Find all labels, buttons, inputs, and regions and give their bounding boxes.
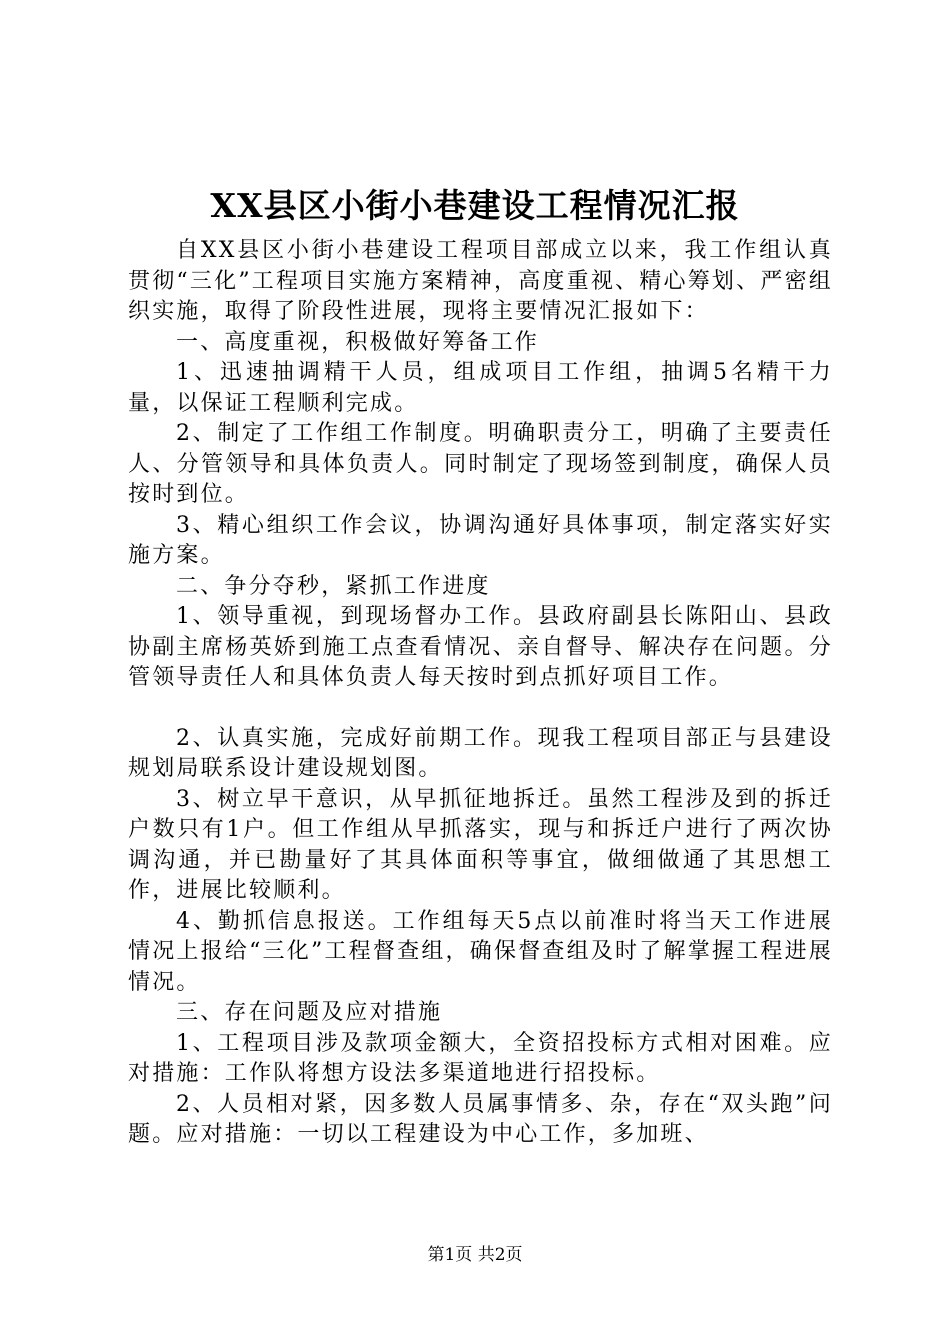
paragraph-1-1: 1、迅速抽调精干人员，组成项目工作组，抽调5名精干力量，以保证工程顺利完成。: [128, 360, 833, 416]
section-heading-3: 三、存在问题及应对措施: [176, 1000, 443, 1025]
paragraph-1-3: 3、精心组织工作会议，协调沟通好具体事项，制定落实好实施方案。: [128, 512, 833, 568]
paragraph-2-1: 1、领导重视，到现场督办工作。县政府副县长陈阳山、县政协副主席杨英娇到施工点查看情况、亲自督导、解决存在问题。分管领导责任人和具体负责人每天按时到点抓好项目工作。: [128, 604, 833, 690]
paragraph-2-2: 2、认真实施，完成好前期工作。现我工程项目部正与县建设规划局联系设计建设规划图。: [128, 725, 833, 781]
paragraph-2-3: 3、树立早干意识，从早抓征地拆迁。虽然工程涉及到的拆迁户数只有1户。但工作组从早抓落实，现与和拆迁户进行了两次协调沟通，并已勘量好了其具体面积等事宜，做细做通了其思想工作，进展比较顺利。: [128, 786, 833, 903]
paragraph-2-4: 4、勤抓信息报送。工作组每天5点以前准时将当天工作进展情况上报给“三化”工程督查组，确保督查组及时了解掌握工程进展情况。: [128, 908, 833, 995]
section-heading-2: 二、争分夺秒，紧抓工作进度: [176, 573, 491, 599]
document-title: XX县区小街小巷建设工程情况汇报: [210, 186, 740, 225]
section-heading-1: 一、高度重视，积极做好筹备工作: [176, 329, 540, 355]
paragraph-1-2: 2、制定了工作组工作制度。明确职责分工，明确了主要责任人、分管领导和具体负责人。同时制定了现场签到制度，确保人员按时到位。: [128, 421, 833, 507]
paragraph-3-2: 2、人员相对紧，因多数人员属事情多、杂，存在“双头跑”问题。应对措施：一切以工程建设为中心工作，多加班、: [128, 1091, 833, 1147]
paragraph-3-1: 1、工程项目涉及款项金额大，全资招投标方式相对困难。应对措施：工作队将想方设法多渠道地进行招投标。: [128, 1030, 833, 1086]
page-number: 第1页 共2页: [427, 1245, 523, 1265]
paragraph-intro: 自XX县区小街小巷建设工程项目部成立以来，我工作组认真贯彻“三化”工程项目实施方案精神，高度重视、精心筹划、严密组织实施，取得了阶段性进展，现将主要情况汇报如下：: [128, 238, 833, 324]
document-body: [128, 236, 833, 1151]
